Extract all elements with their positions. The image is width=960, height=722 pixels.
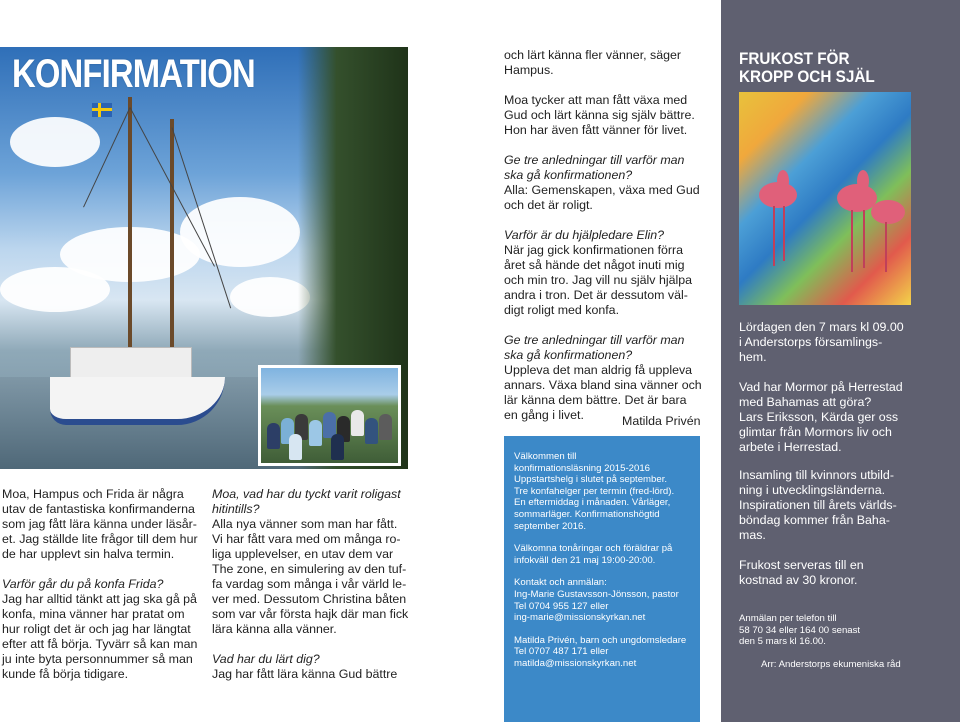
text-line: kunde få börja tidigare. <box>2 667 129 681</box>
text-line: som var vår första hajk där man fick <box>212 607 409 621</box>
info-line: Tre konfahelger per termin (fred-lörd). <box>514 485 675 497</box>
panel-title-line: FRUKOST FÖR <box>739 49 850 68</box>
text-line: Vi har fått vara med om många ro- <box>212 532 401 546</box>
text-line: Lars Eriksson, Kärda ger oss <box>739 410 899 424</box>
text-line: Alla nya vänner som man har fått. <box>212 517 398 531</box>
text-line: Alla: Gemenskapen, växa med Gud <box>504 183 700 197</box>
event-details <box>739 320 909 455</box>
text-line: The zone, en simulering av den tuf- <box>212 562 407 576</box>
text-line: Moa, Hampus och Frida är några <box>2 487 184 501</box>
info-email[interactable]: matilda@missionskyrkan.net <box>514 657 637 669</box>
text-line: hem. <box>739 350 767 364</box>
text-line: Hon har även fått vänner för livet. <box>504 123 688 137</box>
text-line: och min tro. Jag vill nu själv hjälpa <box>504 273 693 287</box>
page-title: KONFIRMATION <box>12 52 255 96</box>
text-line: Uppleva det man aldrig få uppleva <box>504 363 693 377</box>
text-line: 58 70 34 eller 164 00 senast <box>739 624 861 636</box>
info-line: Matilda Privén, barn och ungdomsledare <box>514 634 687 646</box>
text-line: böndag kommer från Baha- <box>739 513 890 527</box>
text-line: i Anderstorps församlings- <box>739 335 883 349</box>
text-line: Vad har Mormor på Herrestad <box>739 380 903 394</box>
text-line: andra i tron. Det är dessutom väl- <box>504 288 688 302</box>
info-line: En eftermiddag i månaden. Vårläger, <box>514 497 671 509</box>
group-photo <box>258 365 401 466</box>
text-line: utav de fantastiska konfirmanderna <box>2 502 195 516</box>
info-line: Tel 0704 955 127 eller <box>514 600 609 612</box>
text-line: året så hände det något inuti mig <box>504 258 685 272</box>
text-line: mas. <box>739 528 766 542</box>
text-line: konfa, mina vänner har pratat om <box>2 607 185 621</box>
registration-info <box>739 613 919 670</box>
text-line: ju inte byta personnummer så man <box>2 652 193 666</box>
text-line: Anmälan per telefon till <box>739 613 837 624</box>
text-line: glimtar från Mormors liv och <box>739 425 892 439</box>
question-line: Varför är du hjälpledare Elin? <box>504 228 665 242</box>
article-column-1 <box>2 487 202 682</box>
text-line: När jag gick konfirmationen förra <box>504 243 684 257</box>
text-line: fa vardag som många i vår värld le- <box>212 577 407 591</box>
question-line: hitintills? <box>212 502 260 516</box>
question-line: Ge tre anledningar till varför man <box>504 333 685 347</box>
article-column-3 <box>504 48 714 423</box>
text-line: efter att få börja. Tyvärr så kan man <box>2 637 198 651</box>
info-line: Välkommen till <box>514 451 577 462</box>
organizer-line: Arr: Anderstorps ekumeniska råd <box>761 658 901 670</box>
text-line: arbete i Herrestad. <box>739 440 842 454</box>
info-line: Ing-Marie Gustavsson-Jönsson, pastor <box>514 588 679 600</box>
panel-title-line: KROPP OCH SJÄL <box>739 67 875 86</box>
info-line: sommarläger. Konfirmationshögtid <box>514 508 660 520</box>
collection-details <box>739 468 909 588</box>
text-line: Lördagen den 7 mars kl 09.00 <box>739 320 904 334</box>
text-line: lär känna dem bättre. Det är bara <box>504 393 687 407</box>
text-line: digt roligt med konfa. <box>504 303 620 317</box>
text-line: Moa tycker att man fått växa med <box>504 93 688 107</box>
question-line: ska gå konfirmationen? <box>504 348 633 362</box>
author-signature: Matilda Privén <box>622 414 701 428</box>
text-line: Hampus. <box>504 63 554 77</box>
text-line: Jag har fått lära känna Gud bättre <box>212 667 398 681</box>
text-line: hur roligt det är och jag har längtat <box>2 622 191 636</box>
text-line: som jag fått lära känna under läsår- <box>2 517 197 531</box>
info-box <box>504 436 700 722</box>
question-line: Moa, vad har du tyckt varit roligast <box>212 487 401 501</box>
text-line: och lärt känna fler vänner, säger <box>504 48 682 62</box>
flamingo-painting <box>739 92 911 305</box>
text-line: liga upplevelser, en utav dem var <box>212 547 394 561</box>
text-line: Jag har alltid tänkt att jag ska gå på <box>2 592 197 606</box>
text-line: de har upplevt sin halva termin. <box>2 547 175 561</box>
panel-title <box>739 50 875 86</box>
info-line: september 2016. <box>514 520 586 532</box>
text-line: Inspirationen till årets världs- <box>739 498 897 512</box>
text-line: Insamling till kvinnors utbild- <box>739 468 894 482</box>
text-line: ver med. Dessutom Christina båten <box>212 592 407 606</box>
question-line: Ge tre anledningar till varför man <box>504 153 685 167</box>
text-line: kostnad av 30 kronor. <box>739 573 858 587</box>
text-line: ning i utvecklingsländerna. <box>739 483 886 497</box>
info-email[interactable]: ing-marie@missionskyrkan.net <box>514 612 646 624</box>
info-line: konfirmationsläsning 2015-2016 <box>514 462 650 474</box>
text-line: et. Jag ställde lite frågor till dem hur <box>2 532 198 546</box>
info-line: infokväll den 21 maj 19:00-20:00. <box>514 554 656 566</box>
question-line: Varför går du på konfa Frida? <box>2 577 164 591</box>
text-line: och det är roligt. <box>504 198 593 212</box>
text-line: Frukost serveras till en <box>739 558 864 572</box>
info-line: Välkomna tonåringar och föräldrar på <box>514 543 673 555</box>
article-column-2 <box>212 487 414 682</box>
text-line: lära känna alla vänner. <box>212 622 337 636</box>
text-line: annars. Växa bland sina vänner och <box>504 378 702 392</box>
info-line: Uppstartshelg i slutet på september. <box>514 474 668 486</box>
question-line: ska gå konfirmationen? <box>504 168 633 182</box>
question-line: Vad har du lärt dig? <box>212 652 320 666</box>
text-line: den 5 mars kl 16.00. <box>739 636 826 648</box>
info-line: Kontakt och anmälan: <box>514 577 607 589</box>
text-line: en gång i livet. <box>504 408 584 422</box>
text-line: Gud och lärt känna sig själv bättre. <box>504 108 695 122</box>
info-line: Tel 0707 487 171 eller <box>514 646 609 658</box>
text-line: med Bahamas att göra? <box>739 395 872 409</box>
